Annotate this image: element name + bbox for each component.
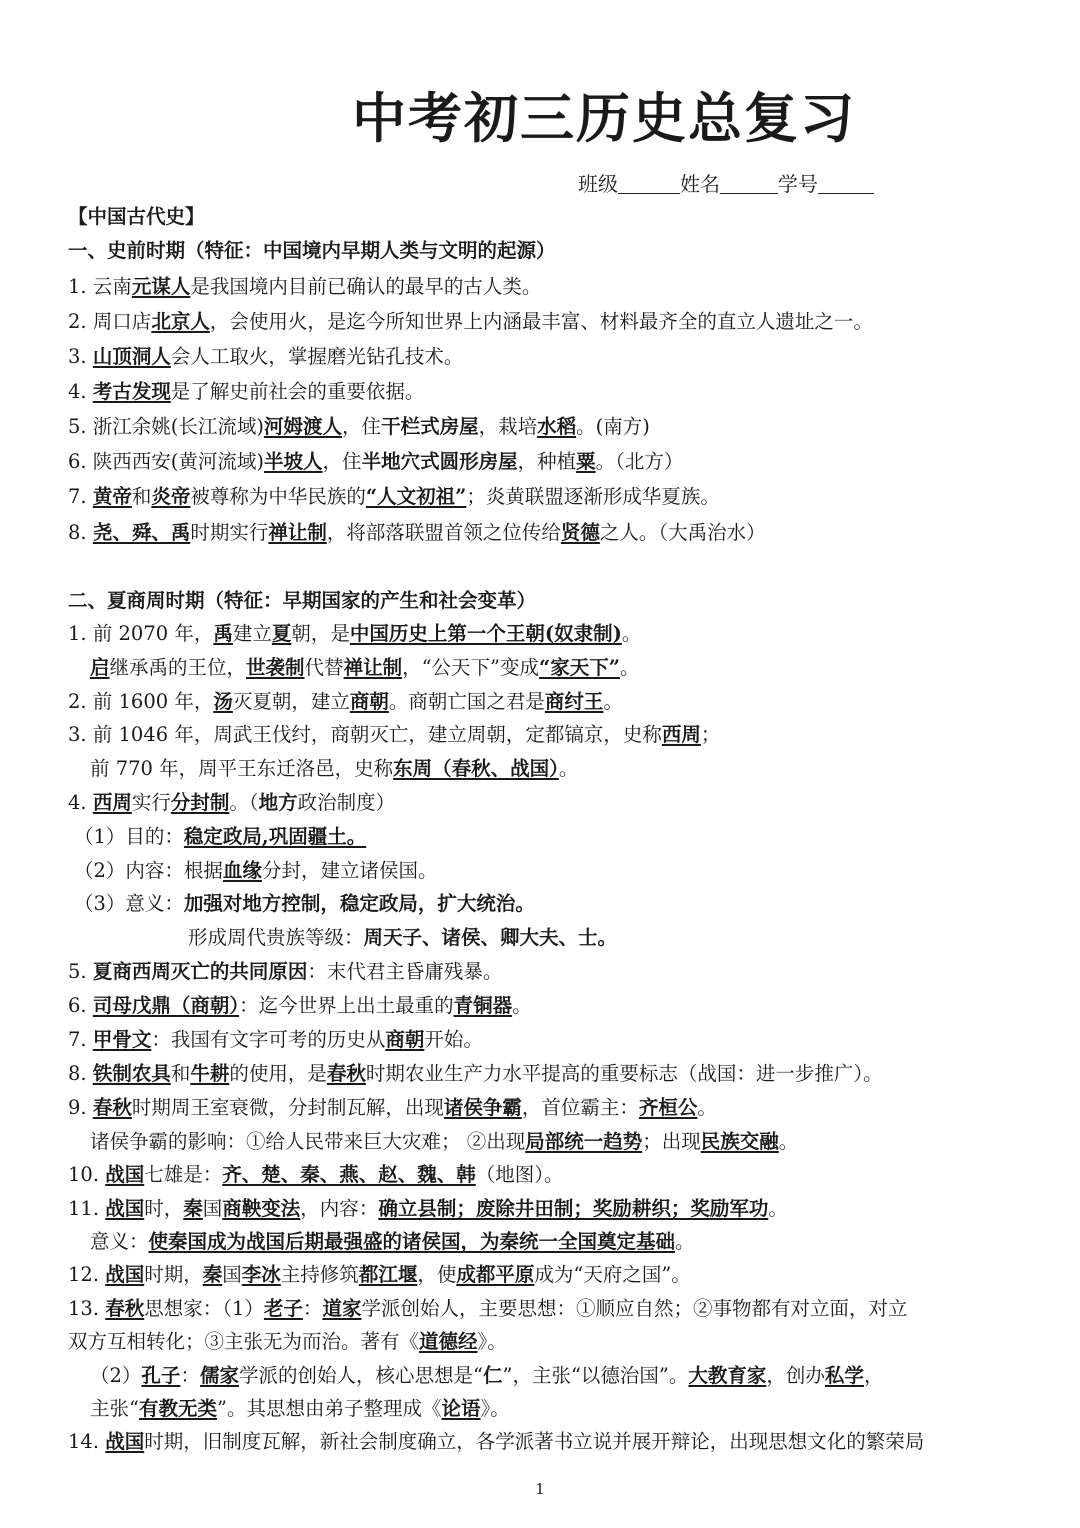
list-item: 5. 夏商西周灭亡的共同原因：末代君主昏庸残暴。 xyxy=(68,960,503,983)
list-item: 8. 尧、舜、禹时期实行禅让制，将部落联盟首领之位传给贤德之人。（大禹治水） xyxy=(68,521,766,544)
list-item: 3. 山顶洞人会人工取火，掌握磨光钻孔技术。 xyxy=(68,345,464,368)
list-item: 4. 考古发现是了解史前社会的重要依据。 xyxy=(68,380,425,403)
list-item: 1. 云南元谋人是我国境内目前已确认的最早的古人类。 xyxy=(68,275,542,298)
list-item: 14. 战国时期，旧制度瓦解，新社会制度确立，各学派著书立说并展开辩论，出现思想文化的繁荣局 xyxy=(68,1430,925,1453)
list-item: 5. 浙江余姚(长江流域)河姆渡人，住干栏式房屋，栽培水稻。(南方) xyxy=(68,415,650,438)
name-blank[interactable] xyxy=(720,173,778,194)
id-blank[interactable] xyxy=(818,173,874,194)
part-heading: 【中国古代史】 xyxy=(68,205,205,228)
list-item: 2. 前 1600 年，汤灭夏朝，建立商朝。商朝亡国之君是商纣王。 xyxy=(68,690,623,713)
list-item: 11. 战国时，秦国商鞅变法，内容：确立县制；废除井田制；奖励耕织；奖励军功。 xyxy=(68,1197,788,1220)
list-item: 启继承禹的王位，世袭制代替禅让制，“公天下”变成“家天下”。 xyxy=(90,656,640,679)
list-item: 诸侯争霸的影响：①给人民带来巨大灾难； ②出现局部统一趋势；出现民族交融。 xyxy=(90,1130,799,1153)
list-item: 形成周代贵族等级：周天子、诸侯、卿大夫、士。 xyxy=(188,926,618,949)
name-label: 姓名 xyxy=(680,172,720,196)
section-1-heading: 一、史前时期（特征：中国境内早期人类与文明的起源） xyxy=(68,239,556,262)
list-item: 10. 战国七雄是：齐、楚、秦、燕、赵、魏、韩（地图）。 xyxy=(68,1163,564,1186)
class-label: 班级 xyxy=(578,172,618,196)
list-item: 7. 黄帝和炎帝被尊称为中华民族的“人文初祖”；炎黄联盟逐渐形成华夏族。 xyxy=(68,485,720,508)
list-item: 主张“有教无类”。其思想由弟子整理成《论语》。 xyxy=(90,1397,510,1420)
list-item: 1. 前 2070 年，禹建立夏朝，是中国历史上第一个王朝(奴隶制)。 xyxy=(68,622,642,645)
section-2-heading: 二、夏商周时期（特征：早期国家的产生和社会变革） xyxy=(68,589,537,612)
id-label: 学号 xyxy=(778,172,818,196)
list-item: 2. 周口店北京人，会使用火，是迄今所知世界上内涵最丰富、材料最齐全的直立人遗址之一。 xyxy=(68,310,873,333)
list-item: 前 770 年，周平王东迁洛邑，史称东周（春秋、战国）。 xyxy=(90,757,579,780)
list-item: 6. 陕西西安(黄河流域)半坡人，住半地穴式圆形房屋，种植粟。（北方） xyxy=(68,450,684,473)
list-item: 12. 战国时期，秦国李冰主持修筑都江堰，使成都平原成为“天府之国”。 xyxy=(68,1263,691,1286)
student-info xyxy=(578,168,874,197)
list-item: 7. 甲骨文：我国有文字可考的历史从商朝开始。 xyxy=(68,1028,483,1051)
list-item: 3. 前 1046 年，周武王伐纣，商朝灭亡，建立周朝，定都镐京，史称西周； xyxy=(68,723,721,746)
list-item: 4. 西周实行分封制。（地方政治制度） xyxy=(68,791,396,814)
list-item: 6. 司母戊鼎（商朝）：迄今世界上出土最重的青铜器。 xyxy=(68,994,532,1017)
list-item: （1）目的：稳定政局,巩固疆土。 xyxy=(74,825,367,848)
list-item: （2）内容：根据血缘分封，建立诸侯国。 xyxy=(74,859,438,882)
list-item: 意义：使秦国成为战国后期最强盛的诸侯国，为秦统一全国奠定基础。 xyxy=(90,1230,695,1253)
list-item: （3）意义：加强对地方控制，稳定政局，扩大统治。 xyxy=(74,892,535,915)
page-title: 中考初三历史总复习 xyxy=(352,87,856,150)
list-item: 13. 春秋思想家：（1）老子：道家学派创始人，主要思想：①顺应自然；②事物都有对立面，对立 xyxy=(68,1297,908,1320)
list-item: 双方互相转化；③主张无为而治。著有《道德经》。 xyxy=(68,1330,507,1353)
list-item: 8. 铁制农具和牛耕的使用，是春秋时期农业生产力水平提高的重要标志（战国：进一步推广）。 xyxy=(68,1062,883,1085)
list-item: （2）孔子：儒家学派的创始人，核心思想是“仁”，主张“以德治国”。大教育家，创办私学， xyxy=(90,1364,884,1387)
page-number: 1 xyxy=(535,1480,545,1498)
class-blank[interactable] xyxy=(618,173,680,194)
list-item: 9. 春秋时期周王室衰微，分封制瓦解，出现诸侯争霸，首位霸主：齐桓公。 xyxy=(68,1096,717,1119)
